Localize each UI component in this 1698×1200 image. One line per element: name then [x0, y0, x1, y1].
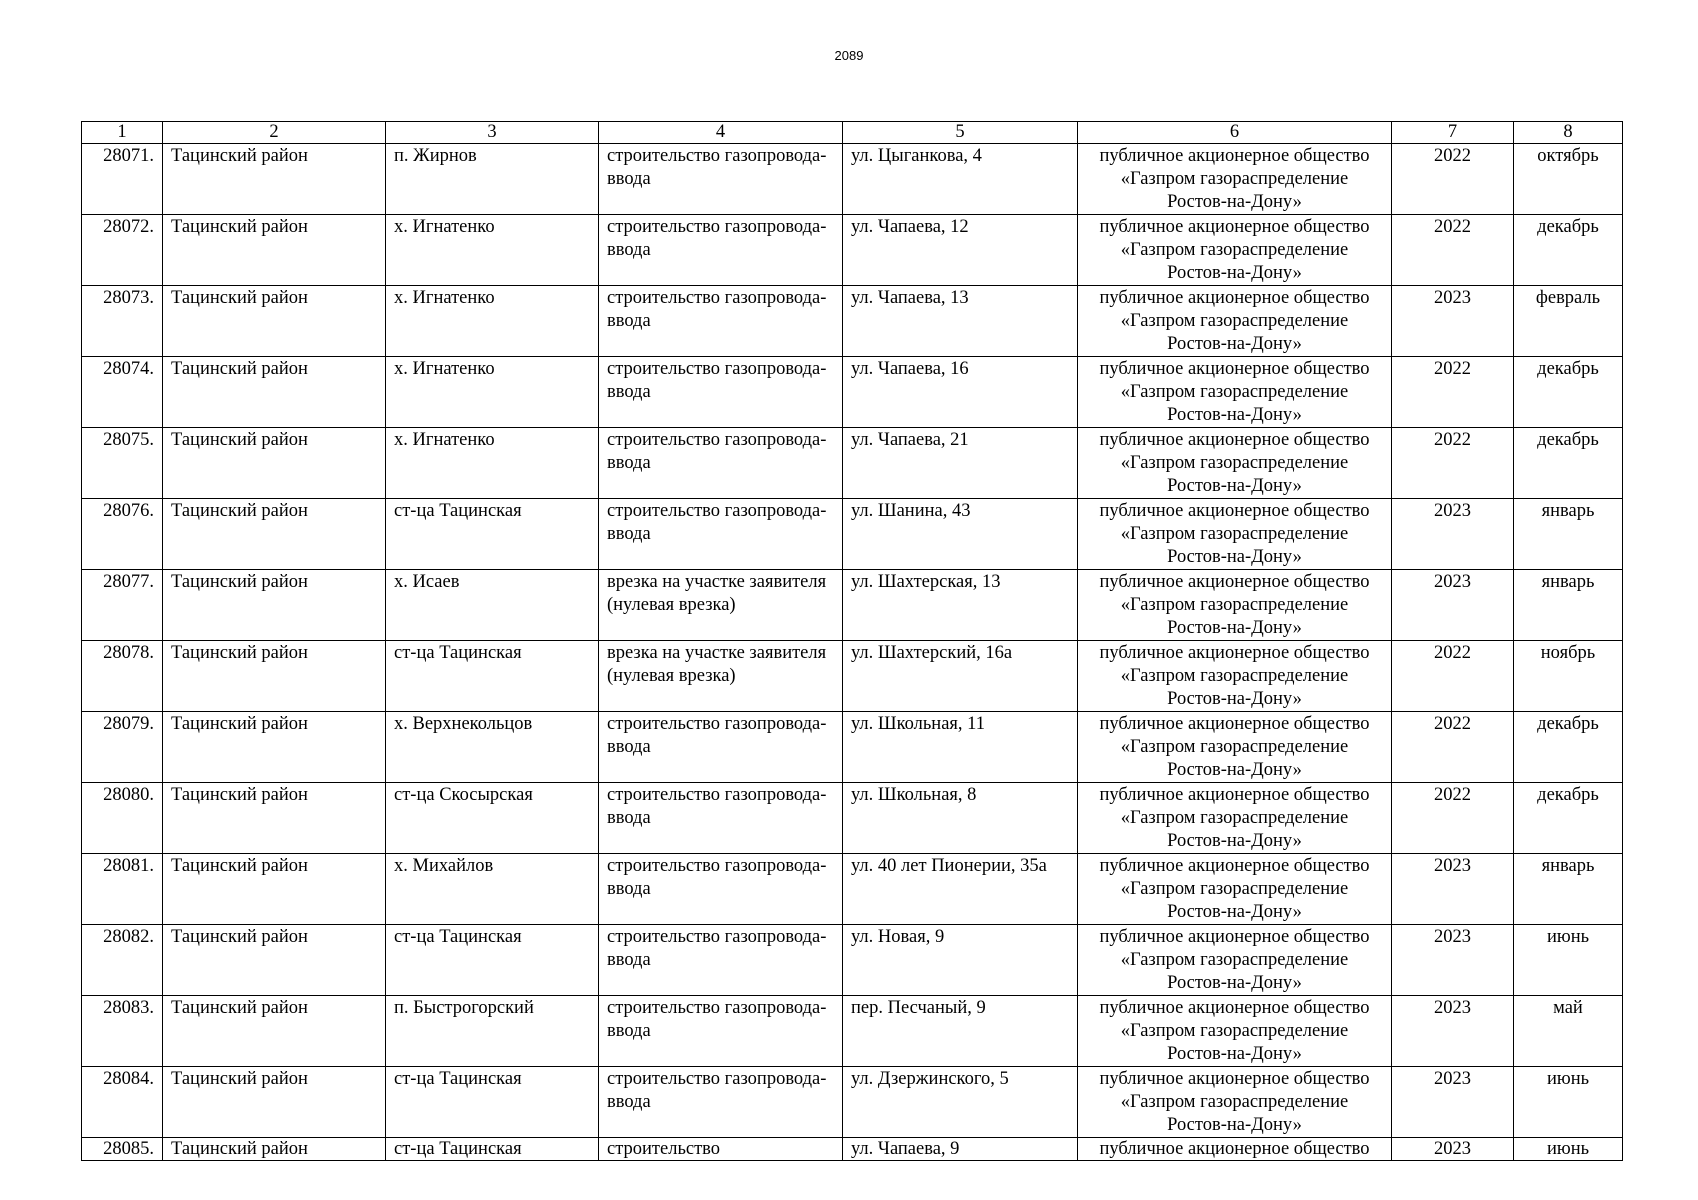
address-cell: ул. Чапаева, 16 — [843, 357, 1078, 428]
row-number-cell: 28078. — [82, 641, 163, 712]
table-row — [82, 357, 1623, 428]
settlement-cell: ст-ца Тацинская — [386, 499, 599, 570]
work-type-cell: строительство — [599, 1138, 843, 1161]
year-cell: 2022 — [1392, 641, 1514, 712]
organization-cell — [1078, 925, 1392, 996]
month-cell: февраль — [1514, 286, 1623, 357]
organization-line: публичное акционерное общество — [1099, 1139, 1370, 1159]
organization-cell — [1078, 783, 1392, 854]
organization-cell — [1078, 215, 1392, 286]
organization-line: Ростов-на-Дону» — [1167, 405, 1302, 425]
organization-line: «Газпром газораспределение — [1120, 524, 1349, 544]
organization-cell — [1078, 1138, 1392, 1161]
row-number-cell: 28077. — [82, 570, 163, 641]
settlement-cell: ст-ца Тацинская — [386, 925, 599, 996]
settlement-cell: п. Быстрогорский — [386, 996, 599, 1067]
organization-cell — [1078, 1067, 1392, 1138]
organization-line: публичное акционерное общество — [1099, 1069, 1370, 1089]
year-cell: 2023 — [1392, 854, 1514, 925]
settlement-cell: п. Жирнов — [386, 144, 599, 215]
organization-line: публичное акционерное общество — [1099, 430, 1370, 450]
month-cell: январь — [1514, 499, 1623, 570]
year-cell: 2023 — [1392, 286, 1514, 357]
row-number-cell: 28079. — [82, 712, 163, 783]
organization-line: Ростов-на-Дону» — [1167, 334, 1302, 354]
organization-line: «Газпром газораспределение — [1120, 808, 1349, 828]
organization-line: «Газпром газораспределение — [1120, 453, 1349, 473]
organization-cell — [1078, 996, 1392, 1067]
work-type-cell: строительство газопровода-ввода — [599, 428, 843, 499]
column-header: 4 — [599, 122, 843, 144]
year-cell: 2023 — [1392, 1138, 1514, 1161]
organization-cell — [1078, 428, 1392, 499]
address-cell: ул. 40 лет Пионерии, 35а — [843, 854, 1078, 925]
column-header: 6 — [1078, 122, 1392, 144]
organization-cell — [1078, 499, 1392, 570]
district-cell: Тацинский район — [163, 215, 386, 286]
row-number-cell: 28071. — [82, 144, 163, 215]
year-cell: 2023 — [1392, 1067, 1514, 1138]
column-header: 8 — [1514, 122, 1623, 144]
district-cell: Тацинский район — [163, 428, 386, 499]
organization-cell — [1078, 570, 1392, 641]
work-type-cell: строительство газопровода-ввода — [599, 499, 843, 570]
settlement-cell: х. Верхнекольцов — [386, 712, 599, 783]
organization-line: публичное акционерное общество — [1099, 501, 1370, 521]
organization-cell — [1078, 854, 1392, 925]
month-cell: декабрь — [1514, 215, 1623, 286]
column-number-row — [82, 122, 1623, 144]
year-cell: 2022 — [1392, 428, 1514, 499]
work-type-cell: строительство газопровода-ввода — [599, 144, 843, 215]
year-cell: 2022 — [1392, 144, 1514, 215]
district-cell: Тацинский район — [163, 357, 386, 428]
district-cell: Тацинский район — [163, 499, 386, 570]
table-row — [82, 712, 1623, 783]
organization-line: публичное акционерное общество — [1099, 927, 1370, 947]
month-cell: декабрь — [1514, 783, 1623, 854]
row-number-cell: 28076. — [82, 499, 163, 570]
work-type-cell: строительство газопровода-ввода — [599, 215, 843, 286]
organization-line: Ростов-на-Дону» — [1167, 1115, 1302, 1135]
district-cell: Тацинский район — [163, 854, 386, 925]
organization-line: «Газпром газораспределение — [1120, 666, 1349, 686]
district-cell: Тацинский район — [163, 570, 386, 641]
district-cell: Тацинский район — [163, 712, 386, 783]
table-row — [82, 641, 1623, 712]
organization-cell — [1078, 712, 1392, 783]
row-number-cell: 28074. — [82, 357, 163, 428]
organization-line: публичное акционерное общество — [1099, 714, 1370, 734]
table-row — [82, 783, 1623, 854]
month-cell: январь — [1514, 854, 1623, 925]
organization-cell — [1078, 357, 1392, 428]
organization-line: «Газпром газораспределение — [1120, 1021, 1349, 1041]
address-cell: ул. Шанина, 43 — [843, 499, 1078, 570]
table-body — [82, 122, 1623, 1161]
row-number-cell: 28082. — [82, 925, 163, 996]
row-number-cell: 28083. — [82, 996, 163, 1067]
organization-line: Ростов-на-Дону» — [1167, 618, 1302, 638]
organization-line: Ростов-на-Дону» — [1167, 547, 1302, 567]
organization-line: Ростов-на-Дону» — [1167, 263, 1302, 283]
row-number-cell: 28080. — [82, 783, 163, 854]
organization-line: Ростов-на-Дону» — [1167, 689, 1302, 709]
settlement-cell: х. Игнатенко — [386, 357, 599, 428]
address-cell: ул. Школьная, 8 — [843, 783, 1078, 854]
organization-cell — [1078, 286, 1392, 357]
organization-line: «Газпром газораспределение — [1120, 169, 1349, 189]
district-cell: Тацинский район — [163, 783, 386, 854]
table-row — [82, 1067, 1623, 1138]
table-row — [82, 144, 1623, 215]
organization-line: публичное акционерное общество — [1099, 998, 1370, 1018]
settlement-cell: х. Игнатенко — [386, 286, 599, 357]
address-cell: ул. Чапаева, 21 — [843, 428, 1078, 499]
month-cell: декабрь — [1514, 428, 1623, 499]
settlement-cell: х. Игнатенко — [386, 215, 599, 286]
row-number-cell: 28085. — [82, 1138, 163, 1161]
settlement-cell: х. Исаев — [386, 570, 599, 641]
month-cell: май — [1514, 996, 1623, 1067]
organization-line: «Газпром газораспределение — [1120, 311, 1349, 331]
organization-line: публичное акционерное общество — [1099, 572, 1370, 592]
district-cell: Тацинский район — [163, 996, 386, 1067]
month-cell: июнь — [1514, 1138, 1623, 1161]
organization-line: Ростов-на-Дону» — [1167, 760, 1302, 780]
table-row — [82, 428, 1623, 499]
organization-line: Ростов-на-Дону» — [1167, 476, 1302, 496]
district-cell: Тацинский район — [163, 144, 386, 215]
district-cell: Тацинский район — [163, 286, 386, 357]
district-cell: Тацинский район — [163, 1138, 386, 1161]
month-cell: ноябрь — [1514, 641, 1623, 712]
work-type-cell: строительство газопровода-ввода — [599, 925, 843, 996]
row-number-cell: 28073. — [82, 286, 163, 357]
year-cell: 2023 — [1392, 996, 1514, 1067]
address-cell: ул. Шахтерская, 13 — [843, 570, 1078, 641]
settlement-cell: х. Михайлов — [386, 854, 599, 925]
organization-cell — [1078, 144, 1392, 215]
work-type-cell: строительство газопровода-ввода — [599, 854, 843, 925]
address-cell: ул. Шахтерский, 16а — [843, 641, 1078, 712]
organization-line: «Газпром газораспределение — [1120, 1092, 1349, 1112]
year-cell: 2022 — [1392, 712, 1514, 783]
work-type-cell: строительство газопровода-ввода — [599, 286, 843, 357]
address-cell: пер. Песчаный, 9 — [843, 996, 1078, 1067]
address-cell: ул. Чапаева, 13 — [843, 286, 1078, 357]
address-cell: ул. Школьная, 11 — [843, 712, 1078, 783]
organization-line: «Газпром газораспределение — [1120, 737, 1349, 757]
organization-line: Ростов-на-Дону» — [1167, 831, 1302, 851]
month-cell: январь — [1514, 570, 1623, 641]
table-row — [82, 925, 1623, 996]
address-cell: ул. Дзержинского, 5 — [843, 1067, 1078, 1138]
table-row — [82, 286, 1623, 357]
month-cell: декабрь — [1514, 712, 1623, 783]
settlement-cell: ст-ца Тацинская — [386, 641, 599, 712]
month-cell: октябрь — [1514, 144, 1623, 215]
work-type-cell: строительство газопровода-ввода — [599, 357, 843, 428]
month-cell: июнь — [1514, 925, 1623, 996]
year-cell: 2023 — [1392, 570, 1514, 641]
column-header: 7 — [1392, 122, 1514, 144]
organization-line: публичное акционерное общество — [1099, 643, 1370, 663]
work-type-cell: строительство газопровода-ввода — [599, 1067, 843, 1138]
column-header: 5 — [843, 122, 1078, 144]
address-cell: ул. Новая, 9 — [843, 925, 1078, 996]
year-cell: 2022 — [1392, 215, 1514, 286]
table-row — [82, 570, 1623, 641]
address-cell: ул. Чапаева, 12 — [843, 215, 1078, 286]
organization-line: «Газпром газораспределение — [1120, 950, 1349, 970]
address-cell: ул. Чапаева, 9 — [843, 1138, 1078, 1161]
settlement-cell: ст-ца Тацинская — [386, 1067, 599, 1138]
year-cell: 2023 — [1392, 499, 1514, 570]
work-type-cell: врезка на участке заявителя (нулевая врезка) — [599, 570, 843, 641]
row-number-cell: 28081. — [82, 854, 163, 925]
column-header: 3 — [386, 122, 599, 144]
organization-line: Ростов-на-Дону» — [1167, 973, 1302, 993]
organization-line: Ростов-на-Дону» — [1167, 192, 1302, 212]
organization-line: публичное акционерное общество — [1099, 146, 1370, 166]
year-cell: 2022 — [1392, 357, 1514, 428]
row-number-cell: 28084. — [82, 1067, 163, 1138]
work-type-cell: строительство газопровода-ввода — [599, 996, 843, 1067]
table-row — [82, 996, 1623, 1067]
year-cell: 2022 — [1392, 783, 1514, 854]
column-header: 2 — [163, 122, 386, 144]
work-type-cell: врезка на участке заявителя (нулевая врезка) — [599, 641, 843, 712]
organization-line: «Газпром газораспределение — [1120, 382, 1349, 402]
table-row — [82, 499, 1623, 570]
organization-line: публичное акционерное общество — [1099, 217, 1370, 237]
organization-line: Ростов-на-Дону» — [1167, 902, 1302, 922]
month-cell: июнь — [1514, 1067, 1623, 1138]
month-cell: декабрь — [1514, 357, 1623, 428]
settlement-cell: х. Игнатенко — [386, 428, 599, 499]
table-row — [82, 854, 1623, 925]
organization-line: публичное акционерное общество — [1099, 856, 1370, 876]
organization-line: публичное акционерное общество — [1099, 288, 1370, 308]
district-cell: Тацинский район — [163, 641, 386, 712]
district-cell: Тацинский район — [163, 1067, 386, 1138]
page-number: 2089 — [834, 48, 864, 63]
year-cell: 2023 — [1392, 925, 1514, 996]
organization-line: «Газпром газораспределение — [1120, 595, 1349, 615]
organization-cell — [1078, 641, 1392, 712]
district-cell: Тацинский район — [163, 925, 386, 996]
organization-line: «Газпром газораспределение — [1120, 879, 1349, 899]
table-row — [82, 1138, 1623, 1161]
settlement-cell: ст-ца Скосырская — [386, 783, 599, 854]
gas-connection-table — [81, 121, 1623, 1161]
organization-line: Ростов-на-Дону» — [1167, 1044, 1302, 1064]
organization-line: «Газпром газораспределение — [1120, 240, 1349, 260]
row-number-cell: 28072. — [82, 215, 163, 286]
settlement-cell: ст-ца Тацинская — [386, 1138, 599, 1161]
work-type-cell: строительство газопровода-ввода — [599, 783, 843, 854]
column-header: 1 — [82, 122, 163, 144]
organization-line: публичное акционерное общество — [1099, 359, 1370, 379]
organization-line: публичное акционерное общество — [1099, 785, 1370, 805]
work-type-cell: строительство газопровода-ввода — [599, 712, 843, 783]
address-cell: ул. Цыганкова, 4 — [843, 144, 1078, 215]
row-number-cell: 28075. — [82, 428, 163, 499]
table-row — [82, 215, 1623, 286]
